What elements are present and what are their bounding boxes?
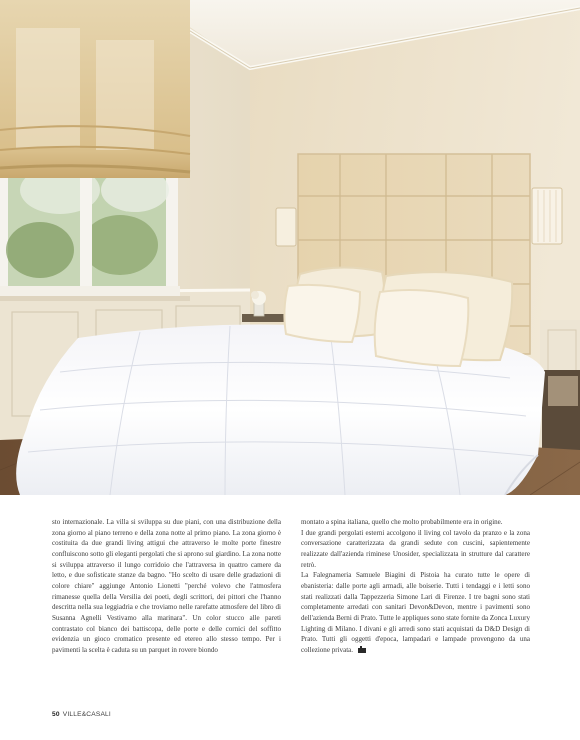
article-paragraph-text: La Falegnameria Samuele Biagini di Pistoia ha curato tutte le opere di ebanisteria: dalle porte agli armadi, alle boiserie. Tutti i tendaggi e i letti sono stati realizzati dalla Tappezzeria Simone Lari di Firenze. I tre bagni sono stati completamente arredati con sanitari Devon&Devon, mentre i pavimenti sono dell'azienda Berni di Prato. Tutte le appliques sono state fornite da Zonca Luxury Lighting di Milano. I divani e gli arredi sono stati acquistati da D&D Design di Prato. Tutti gli oggetti d'epoca, lampadari e lampade provengono da una collezione privata. — [301, 571, 530, 654]
page-number: 50 — [52, 711, 60, 718]
article-paragraph: I due grandi pergolati esterni accolgono il living col tavolo da pranzo e la zona conversazione caratterizzata da grandi sedute con cuscini, sapientemente realizzate dall'azienda riminese Unosider, specializzata in strutture dal carattere retrò. — [301, 528, 530, 569]
article-column-right — [301, 517, 530, 656]
magazine-name: VILLE&CASALI — [62, 711, 111, 718]
page-folio — [52, 711, 111, 718]
article-paragraph: montato a spina italiana, quello che molto probabilmente era in origine. — [301, 518, 503, 526]
end-mark-icon — [357, 645, 367, 653]
article-paragraph — [301, 570, 530, 655]
article-column-left — [52, 517, 281, 656]
article-paragraph: sto internazionale. La villa si sviluppa su due piani, con una distribuzione della zona giorno al piano terreno e della zona notte al primo piano. La zona giorno è costituita da due grandi living attigui che attraverso le molte porte finestre confluiscono sotto gli eleganti pergolati che si aprono sul giardino. La zona notte si sviluppa attraverso il lungo corridoio che l'attraversa in quattro camere da letto, e due sofisticate stanze da bagno. "Ho scelto di usare delle gradazioni di colore chiare" aggiunge Antonio Lionetti "perché volevo che l'atmosfera rimanesse quella della Versilia dei poeti, degli scrittori, dei pittori che l'hanno descritta nella sua leggiadria e che troviamo nelle rarefatte atmosfere del libro di Susanna Agnelli Vestivamo alla marinara". Un color stucco alle pareti contrastato col bianco dei battiscopa, delle porte e delle cornici del soffitto evidenzia un gioco cromatico presente ed etereo allo stesso tempo. Per i pavimenti la scelta è caduta su un parquet in rovere biondo — [52, 518, 281, 654]
